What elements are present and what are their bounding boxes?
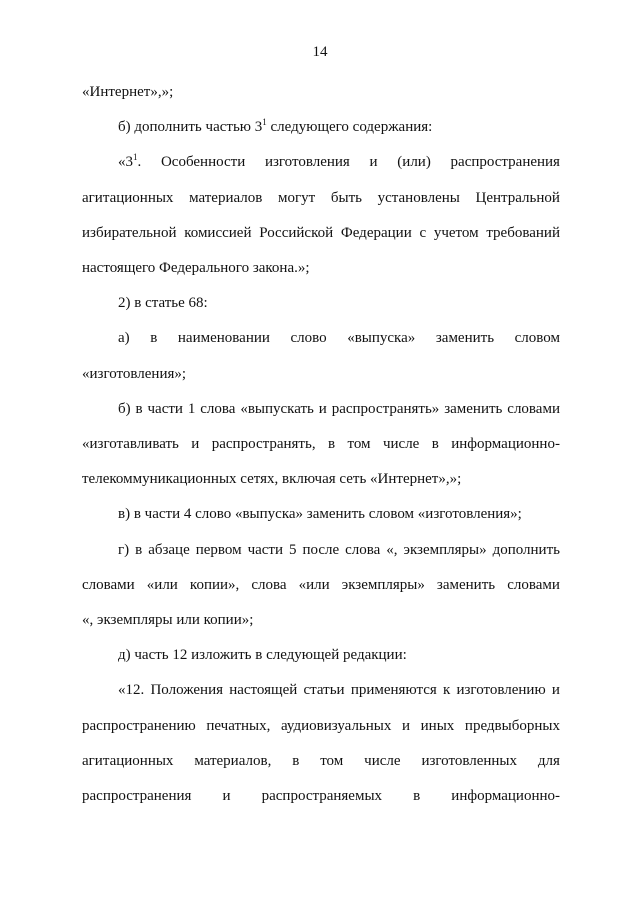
word: после [302,542,340,558]
word: заменить [444,401,503,417]
word: информационно- [451,436,560,452]
word: быть [330,190,362,206]
text-line-19 [82,716,560,736]
word: первом [195,542,242,558]
word: с [419,225,427,241]
word: слова [200,401,236,417]
text-line-12: телекоммуникационных сетях, включая сеть «Интернет»,»; [82,471,462,487]
word: в [431,436,439,452]
word: учетом [433,225,479,241]
text-line-6: настоящего Федерального закона.»; [82,260,310,276]
word: части [147,401,183,417]
word: Особенности [160,154,246,170]
word: изготовленных [421,753,517,769]
word: числе [364,753,401,769]
word: в [135,542,143,558]
word: настоящей [229,682,298,698]
word: информационно- [451,788,560,804]
word: предвыборных [464,718,560,734]
word: дополнить [492,542,560,558]
text-line-3 [118,152,560,172]
word: 1 [187,401,196,417]
word: копии», [189,577,240,593]
word: (или) [397,154,431,170]
word: распространения [82,788,192,804]
word: словом [514,330,560,346]
word: материалов [189,190,263,206]
word: «выпускать [240,401,314,417]
word: экземпляры» [341,577,425,593]
superscript-1: 1 [262,117,267,127]
word: требований [486,225,560,241]
word: «, [386,542,398,558]
word: в [292,753,300,769]
word: и [369,154,378,170]
word: распространять, [211,436,316,452]
text-line-7: 2) в статье 68: [118,295,208,311]
word: «$3^1$. [118,152,142,170]
word: к [442,682,451,698]
word: словами [507,577,560,593]
text-line-9: «изготовления»; [82,366,187,382]
word: изготовления [264,154,350,170]
word: могут [278,190,316,206]
word: избирательной [82,225,177,241]
text-line-16: «, экземпляры или копии»; [82,612,254,628]
word: и [551,682,560,698]
word: аудиовизуальных [281,718,392,734]
word: применяются [350,682,437,698]
word: распространяемых [261,788,383,804]
word: Центральной [475,190,560,206]
word: для [537,753,560,769]
word: материалов, [194,753,272,769]
text-line-1: «Интернет»,»; [82,84,174,100]
word: и [191,436,200,452]
word: печатных, [206,718,271,734]
word: и [402,718,411,734]
word: том [347,436,371,452]
word: наименовании [177,330,270,346]
word: комиссией [184,225,252,241]
text-line-10 [118,399,560,419]
word: распространять» [331,401,440,417]
word: «изготавливать [82,436,179,452]
word: словами [82,577,135,593]
word: иных [420,718,455,734]
word: в [413,788,421,804]
word: заменить [436,577,496,593]
word: «или [298,577,330,593]
text-line-14 [118,540,560,560]
word: слова [251,577,287,593]
word: 5 [288,542,297,558]
text-line-17: д) часть 12 изложить в следующей редакции: [118,647,407,663]
text-line-18 [118,680,560,700]
word: статьи [303,682,345,698]
word: в [327,436,336,452]
word: установлены [377,190,460,206]
word: «или [146,577,178,593]
text-line-2-part-b: следующего содержания: [266,119,433,135]
word: том [320,753,344,769]
text-line-21 [82,786,560,806]
word: б) [118,401,131,417]
word: «12. [118,682,145,698]
word: распространению [82,718,196,734]
word: «выпуска» [347,330,416,346]
word: абзаце [148,542,190,558]
word: словами [507,401,560,417]
word: изготовлению [456,682,546,698]
word: экземпляры» [403,542,487,558]
word: Положения [150,682,223,698]
word: г) [118,542,130,558]
text-line-8 [118,328,560,348]
text-line-20 [82,751,560,771]
word: числе [382,436,420,452]
word: слова [345,542,381,558]
word: распространения [450,154,560,170]
text-line-13: в) в части 4 слово «выпуска» заменить словом «изготовления»; [118,506,522,522]
word: слово [290,330,327,346]
word: агитационных [82,190,174,206]
text-line-2-part-a: б) дополнить частью 3 [118,119,263,135]
word: Российской [259,225,334,241]
word: в [135,401,143,417]
word: в [150,330,158,346]
word: Федерации [340,225,412,241]
text-line-5 [82,223,560,243]
text-line-15 [82,575,560,595]
word: а) [118,330,130,346]
word: заменить [435,330,495,346]
word: и [318,401,327,417]
word: части [247,542,284,558]
text-line-4 [82,188,560,208]
text-line-11 [82,434,560,454]
word: и [222,788,231,804]
page-number: 14 [312,44,328,60]
text-line-2 [118,117,560,137]
word: агитационных [82,753,174,769]
